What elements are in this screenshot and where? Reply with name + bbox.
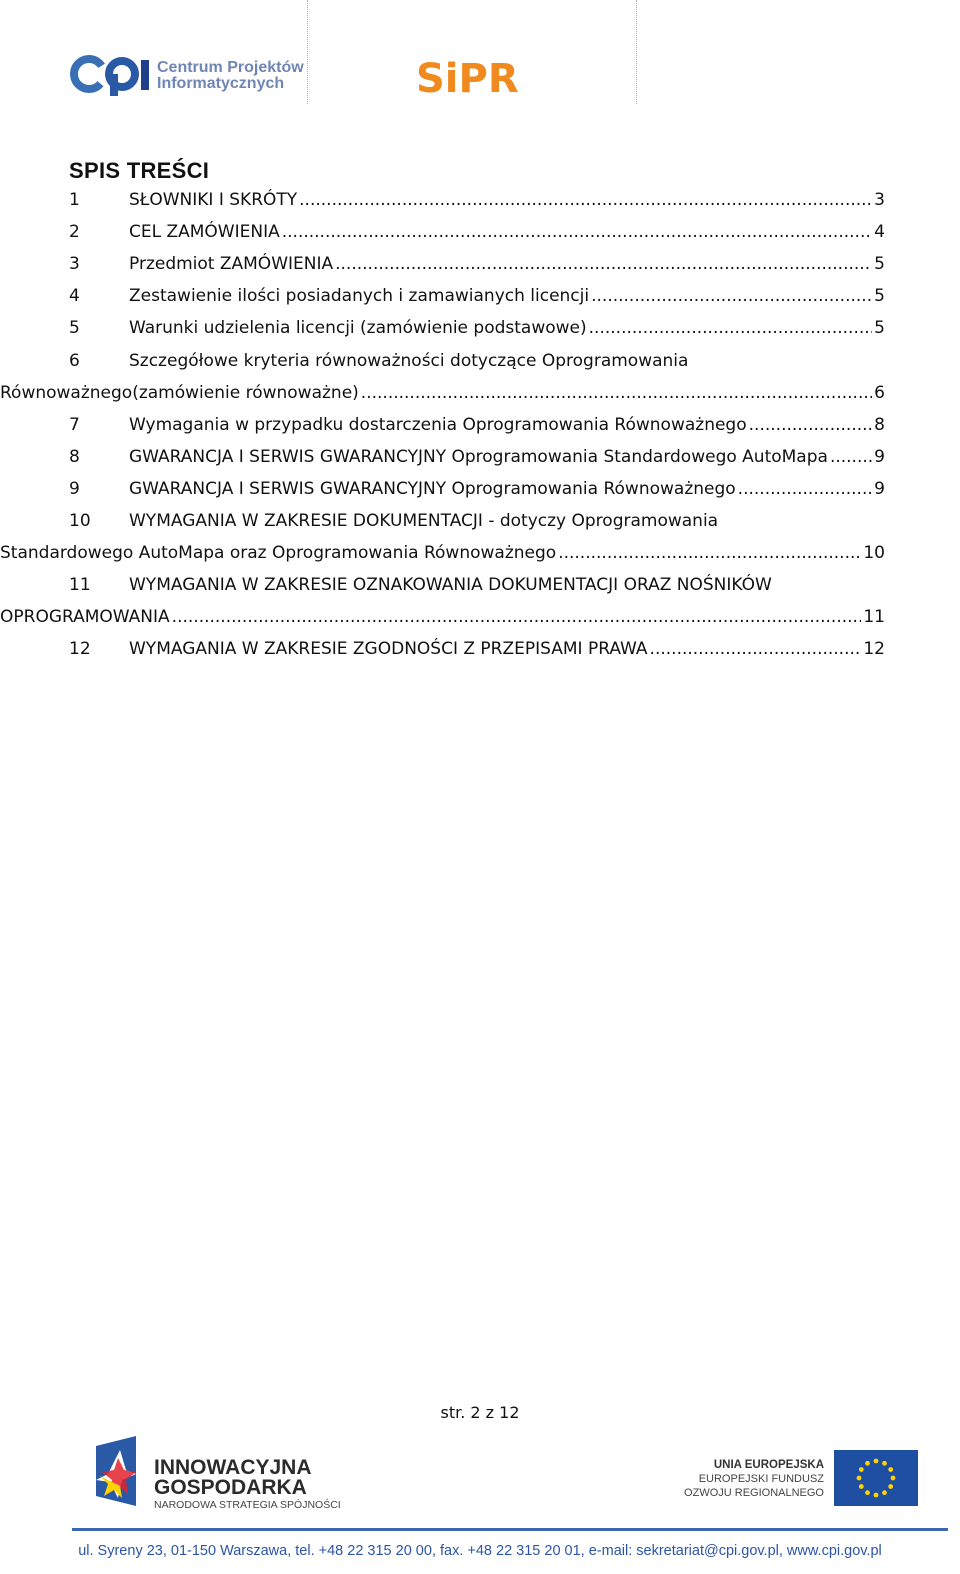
toc-entry-number: 10	[69, 511, 91, 531]
toc-leader	[749, 413, 873, 437]
eu-logo-line1: UNIA EUROPEJSKA	[713, 1459, 824, 1471]
toc-entry-number: 9	[69, 478, 80, 499]
page-number: str. 2 z 12	[440, 1403, 520, 1422]
toc-leader	[589, 316, 873, 340]
eu-star	[882, 1490, 887, 1495]
toc-leader	[361, 381, 872, 405]
cpi-logo-line2: Informatycznych	[157, 75, 285, 92]
toc-entry-title: Przedmiot ZAMÓWIENIA	[129, 254, 334, 275]
toc-leader	[738, 477, 873, 501]
toc-entry[interactable]	[69, 316, 885, 340]
toc-entry-title-cont: Równoważnego(zamówienie równoważne)	[0, 382, 359, 403]
footer-address: ul. Syreny 23, 01-150 Warszawa, tel. +48 22 315 20 00, fax. +48 22 315 20 01, e-mail: sekretariat@cpi.gov.pl, www.cpi.gov.pl	[78, 1543, 882, 1559]
toc-entry[interactable]	[69, 220, 885, 244]
toc-entry-title: WYMAGANIA W ZAKRESIE ZGODNOŚCI Z PRZEPISAMI PRAWA	[129, 639, 648, 660]
cpi-logo	[70, 52, 330, 100]
toc-entry-page: 3	[874, 190, 885, 210]
toc-entry-page: 5	[874, 286, 885, 307]
toc-entry-title: GWARANCJA I SERWIS GWARANCYJNY Oprogramowania Standardowego AutoMapa	[129, 446, 828, 467]
header-divider	[636, 0, 637, 104]
toc-title: SPIS TREŚCI	[69, 158, 210, 183]
ig-logo-mark	[92, 1436, 342, 1516]
eu-flag-logo	[684, 1448, 920, 1508]
toc-entry-number: 12	[69, 639, 91, 660]
toc-entry-title: Wymagania w przypadku dostarczenia Oprogramowania Równoważnego	[129, 414, 747, 435]
toc-entry-title: Szczegółowe kryteria równoważności dotyczące Oprogramowania	[129, 350, 689, 371]
toc-entry-title: SŁOWNIKI I SKRÓTY	[129, 190, 298, 210]
eu-logo-line2: EUROPEJSKI FUNDUSZ	[698, 1473, 824, 1485]
eu-logo-line3: ROZWOJU REGIONALNEGO	[684, 1487, 824, 1499]
toc-entry-page: 9	[874, 446, 885, 467]
toc-entry-number: 3	[69, 254, 80, 275]
toc-entry-page: 5	[874, 318, 885, 339]
footer-divider	[72, 1528, 948, 1531]
toc-entry-number: 1	[69, 190, 80, 210]
toc-entry-number: 4	[69, 286, 80, 307]
toc-entry-title: CEL ZAMÓWIENIA	[129, 222, 280, 243]
toc-entry[interactable]	[69, 188, 885, 212]
toc-entry-number: 8	[69, 446, 80, 467]
ig-logo-line1: INNOWACYJNA	[154, 1456, 312, 1479]
eu-star	[857, 1476, 862, 1481]
toc-entry[interactable]	[0, 573, 960, 597]
toc-entry-number: 5	[69, 318, 80, 339]
toc-leader	[650, 637, 862, 661]
toc-leader	[558, 541, 861, 565]
eu-logo	[684, 1448, 920, 1508]
toc-entry-number: 2	[69, 222, 80, 243]
eu-star	[865, 1490, 870, 1495]
toc-entry-title-cont: Standardowego AutoMapa oraz Oprogramowania Równoważnego	[0, 543, 557, 564]
ig-logo-line2: GOSPODARKA	[154, 1476, 307, 1499]
toc-entry-continuation[interactable]	[0, 541, 885, 565]
cpi-logo-mark	[70, 52, 330, 100]
toc-entry-page: 4	[874, 222, 885, 243]
eu-star	[865, 1461, 870, 1466]
toc-entry-page: 11	[863, 607, 885, 628]
toc-entry[interactable]	[69, 252, 885, 276]
toc-entry-page: 12	[863, 639, 885, 660]
eu-star	[888, 1467, 893, 1472]
eu-star	[859, 1484, 864, 1489]
toc-entry-number: 7	[69, 414, 80, 435]
toc-entry-title: GWARANCJA I SERWIS GWARANCYJNY Oprogramowania Równoważnego	[129, 478, 736, 499]
toc-entry-page: 8	[874, 414, 885, 435]
toc-entry[interactable]	[0, 349, 960, 373]
toc-entry-page: 5	[874, 254, 885, 275]
eu-star	[882, 1461, 887, 1466]
toc-leader	[335, 252, 872, 276]
toc-leader	[299, 188, 872, 212]
toc-entry-continuation[interactable]	[0, 381, 885, 405]
eu-star	[891, 1476, 896, 1481]
ig-logo-line3: NARODOWA STRATEGIA SPÓJNOŚCI	[154, 1499, 341, 1511]
eu-star	[888, 1484, 893, 1489]
toc-entry[interactable]	[0, 509, 960, 533]
eu-star	[874, 1459, 879, 1464]
toc-leader	[282, 220, 872, 244]
toc-leader	[830, 445, 872, 469]
toc-entry-title-cont: OPROGRAMOWANIA	[0, 607, 170, 628]
toc-leader	[172, 605, 862, 629]
innowacyjna-gospodarka-logo	[92, 1436, 342, 1516]
sipr-logo-mark	[414, 52, 534, 100]
toc-entry-title: Zestawienie ilości posiadanych i zamawianych licencji	[129, 286, 590, 307]
sipr-logo-text: SiPR	[416, 56, 519, 100]
cpi-logo-line1: Centrum Projektów	[157, 59, 304, 76]
eu-star	[859, 1467, 864, 1472]
toc-entry[interactable]	[69, 477, 885, 501]
toc-entry-number: 11	[69, 575, 91, 596]
toc-entry[interactable]	[69, 445, 885, 469]
toc-leader	[591, 284, 872, 308]
toc-entry-continuation[interactable]	[0, 605, 885, 629]
toc-entry-number: 6	[69, 350, 80, 371]
toc-entry-title: WYMAGANIA W ZAKRESIE DOKUMENTACJI - dotyczy Oprogramowania	[129, 511, 719, 531]
eu-star	[874, 1493, 879, 1498]
toc-entry[interactable]	[69, 637, 885, 661]
toc-entry-title: Warunki udzielenia licencji (zamówienie podstawowe)	[129, 318, 587, 339]
toc-entry-page: 10	[863, 543, 885, 564]
toc-entry[interactable]	[69, 413, 885, 437]
toc-entry-title: WYMAGANIA W ZAKRESIE OZNAKOWANIA DOKUMENTACJI ORAZ NOŚNIKÓW	[129, 575, 772, 596]
sipr-logo	[414, 52, 534, 100]
toc-entry-page: 9	[874, 478, 885, 499]
toc-entry-page: 6	[874, 382, 885, 403]
toc-entry[interactable]	[69, 284, 885, 308]
